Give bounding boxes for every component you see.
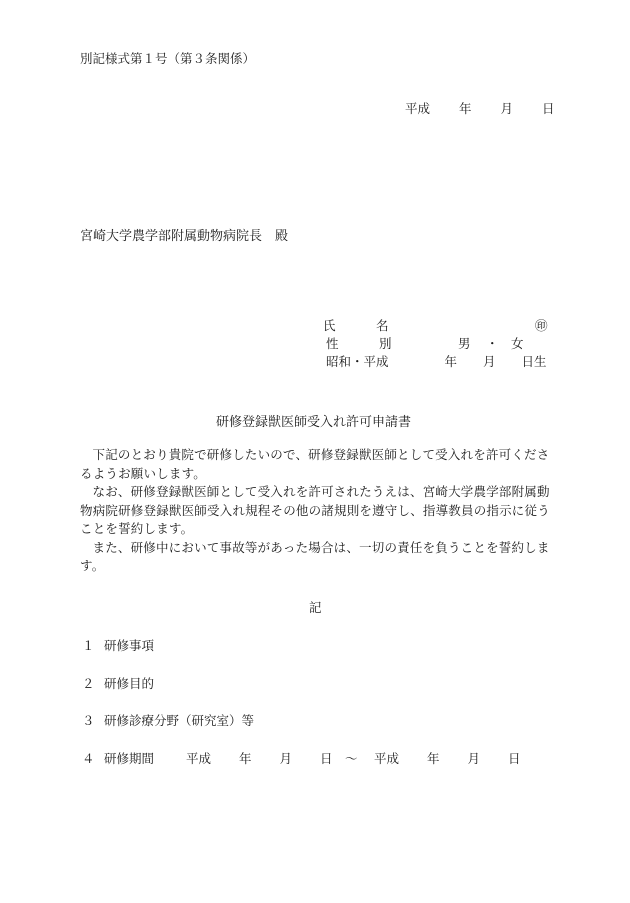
item-4	[82, 749, 154, 767]
item-number: ３	[82, 713, 95, 728]
birth-month: 月	[483, 354, 496, 369]
birth-year: 年	[444, 354, 458, 369]
item-label: 研修目的	[104, 676, 155, 691]
ki-heading: 記	[309, 600, 322, 615]
date-day: 日	[542, 101, 555, 116]
date-header	[405, 99, 555, 117]
body-paragraph-3: また、研修中において事故等があった場合は、一切の責任を負うことを誓約します。	[80, 539, 550, 573]
name-label-1: 氏	[323, 318, 336, 333]
birth-day: 日生	[521, 354, 547, 369]
item-3	[82, 711, 254, 729]
date-year: 年	[459, 101, 472, 116]
item-number: ２	[82, 676, 95, 691]
sex-label-2: 別	[379, 336, 392, 351]
period-from-month: 月	[279, 751, 293, 766]
period-tilde: ～	[345, 751, 358, 766]
body-paragraph-1: 下記のとおり貴院で研修したいので、研修登録獣医師として受入れを許可くださるようお願いします。	[80, 447, 550, 481]
body-paragraph-2: なお、研修登録獣医師として受入れを許可されたうえは、宮崎大学農学部附属動物病院研修登録獣医師受入れ規程その他の諸規則を遵守し、指導教員の指示に従うことを誓約します。	[80, 484, 550, 536]
item-label: 研修事項	[104, 638, 155, 653]
item-1	[82, 636, 154, 654]
period-from-year: 年	[239, 751, 252, 766]
period-to-year: 年	[427, 751, 440, 766]
form-reference: 別記様式第１号（第３条関係）	[80, 51, 256, 66]
date-month: 月	[500, 101, 514, 116]
period-to-era: 平成	[374, 751, 400, 766]
period-to-day: 日	[508, 751, 521, 766]
addressee: 宮崎大学農学部附属動物病院長 殿	[80, 229, 289, 244]
period-to	[374, 749, 521, 767]
body-text	[80, 446, 552, 576]
sex-male: 男	[458, 336, 471, 351]
document-title: 研修登録獣医師受入れ許可申請書	[216, 415, 412, 430]
sex-separator: ・	[486, 336, 499, 351]
sex-label-1: 性	[326, 336, 339, 351]
period-from-day: 日	[320, 751, 333, 766]
date-era: 平成	[405, 101, 431, 116]
name-label-2: 名	[376, 318, 389, 333]
birth-date	[326, 352, 547, 370]
item-label: 研修期間	[104, 751, 155, 766]
seal-mark: ㊞	[535, 318, 548, 333]
birth-era: 昭和・平成	[326, 354, 389, 369]
period-to-month: 月	[467, 751, 481, 766]
period-from	[186, 749, 333, 767]
sex-female: 女	[511, 336, 524, 351]
item-number: １	[82, 638, 95, 653]
item-number: ４	[82, 751, 95, 766]
period-from-era: 平成	[186, 751, 212, 766]
item-2	[82, 674, 154, 692]
item-label: 研修診療分野（研究室）等	[104, 713, 255, 728]
